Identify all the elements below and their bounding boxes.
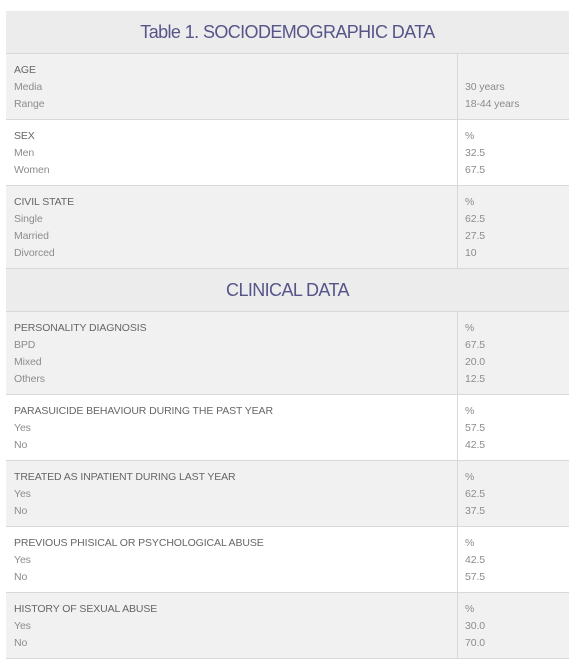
personality-percent-header: % [465, 322, 475, 334]
table-row-inpatient [6, 461, 569, 527]
sexual-value-cell [458, 593, 570, 659]
parasuicide-row-value: 42.5 [465, 439, 486, 451]
parasuicide-row-value: 57.5 [465, 422, 486, 434]
personality-row-label: Others [14, 373, 45, 385]
clinical-title: CLINICAL DATA [6, 269, 569, 312]
age-heading-value [465, 62, 569, 79]
sex-row-value: 32.5 [465, 147, 486, 159]
civil-row-label: Single [14, 213, 43, 225]
sexual-row-label: No [14, 637, 28, 649]
parasuicide-heading: PARASUICIDE BEHAVIOUR DURING THE PAST YEAR [14, 405, 273, 417]
clinical-title-row [6, 269, 569, 312]
age-row-label: Range [14, 98, 45, 110]
sex-value-cell [458, 120, 570, 186]
personality-row-label: BPD [14, 339, 36, 351]
parasuicide-row-label: Yes [14, 422, 31, 434]
age-row-label: Media [14, 81, 43, 93]
abuse-row-label: No [14, 571, 28, 583]
table-row-age [6, 54, 569, 120]
inpatient-row-label: No [14, 505, 28, 517]
inpatient-row-value: 37.5 [465, 505, 486, 517]
civil-value-cell [458, 186, 570, 269]
sex-label-cell [6, 120, 458, 186]
civil-heading: CIVIL STATE [14, 196, 74, 208]
parasuicide-label-cell [6, 395, 458, 461]
table-row-parasuicide [6, 395, 569, 461]
abuse-row-value: 57.5 [465, 571, 486, 583]
inpatient-percent-header: % [465, 471, 475, 483]
civil-row-value: 62.5 [465, 213, 486, 225]
table-title: Table 1. SOCIODEMOGRAPHIC DATA [6, 11, 569, 54]
abuse-row-value: 42.5 [465, 554, 486, 566]
personality-row-label: Mixed [14, 356, 42, 368]
sex-row-label: Men [14, 147, 35, 159]
abuse-heading: PREVIOUS PHISICAL OR PSYCHOLOGICAL ABUSE [14, 537, 264, 549]
abuse-row-label: Yes [14, 554, 31, 566]
parasuicide-percent-header: % [465, 405, 475, 417]
inpatient-label-cell [6, 461, 458, 527]
sex-row-label: Women [14, 164, 50, 176]
personality-row-value: 67.5 [465, 339, 486, 351]
personality-heading: PERSONALITY DIAGNOSIS [14, 322, 147, 334]
sex-row-value: 67.5 [465, 164, 486, 176]
age-row-value: 18-44 years [465, 98, 520, 110]
civil-label-cell [6, 186, 458, 269]
sex-heading: SEX [14, 130, 35, 142]
sexual-percent-header: % [465, 603, 475, 615]
personality-row-value: 12.5 [465, 373, 486, 385]
abuse-percent-header: % [465, 537, 475, 549]
sexual-row-value: 30.0 [465, 620, 486, 632]
personality-row-value: 20.0 [465, 356, 486, 368]
inpatient-row-value: 62.5 [465, 488, 486, 500]
age-heading: AGE [14, 64, 36, 76]
sex-percent-header: % [465, 130, 475, 142]
abuse-label-cell [6, 527, 458, 593]
civil-row-value: 10 [465, 247, 477, 259]
personality-label-cell [6, 312, 458, 395]
civil-row-label: Divorced [14, 247, 55, 259]
civil-row-value: 27.5 [465, 230, 486, 242]
age-label-cell [6, 54, 458, 120]
table-row-personality [6, 312, 569, 395]
inpatient-heading: TREATED AS INPATIENT DURING LAST YEAR [14, 471, 236, 483]
table-row-sex [6, 120, 569, 186]
table-row-abuse [6, 527, 569, 593]
inpatient-row-label: Yes [14, 488, 31, 500]
table-row-civil-state [6, 186, 569, 269]
civil-row-label: Married [14, 230, 49, 242]
age-row-value: 30 years [465, 81, 505, 93]
sociodemographic-table [6, 11, 569, 659]
personality-value-cell [458, 312, 570, 395]
abuse-value-cell [458, 527, 570, 593]
sexual-row-label: Yes [14, 620, 31, 632]
table-row-sexual-abuse [6, 593, 569, 659]
parasuicide-row-label: No [14, 439, 28, 451]
age-value-cell [458, 54, 570, 120]
sexual-row-value: 70.0 [465, 637, 486, 649]
civil-percent-header: % [465, 196, 475, 208]
inpatient-value-cell [458, 461, 570, 527]
sexual-label-cell [6, 593, 458, 659]
sexual-heading: HISTORY OF SEXUAL ABUSE [14, 603, 158, 615]
table-title-row [6, 11, 569, 54]
parasuicide-value-cell [458, 395, 570, 461]
